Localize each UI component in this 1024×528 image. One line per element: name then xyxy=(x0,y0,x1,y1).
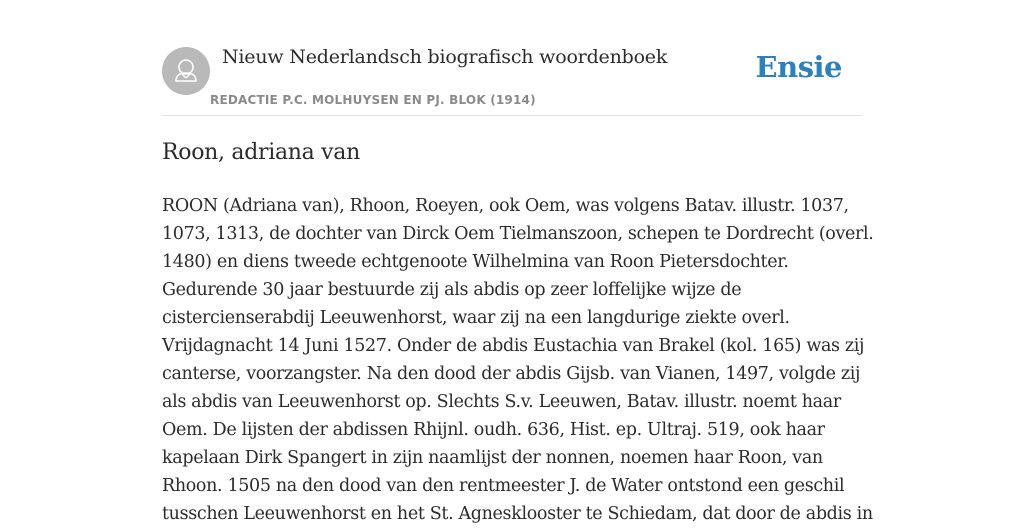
entry-text-line: 1480) en diens tweede echtgenoote Wilhelmina van Roon Pietersdochter. xyxy=(162,252,789,272)
entry-text-line: Rhoon. 1505 na den dood van den rentmeester J. de Water ontstond een geschil xyxy=(162,476,845,496)
entry-body xyxy=(162,192,874,528)
user-avatar-icon[interactable] xyxy=(162,47,210,95)
entry-text-line: als abdis van Leeuwenhorst op. Slechts S.v. Leeuwen, Batav. illustr. noemt haar xyxy=(162,392,841,412)
entry-text-line: tusschen Leeuwenhorst en het St. Agnesklooster te Schiedam, dat door de abdis in xyxy=(162,504,873,524)
entry-text-line: Vrijdagnacht 14 Juni 1527. Onder de abdis Eustachia van Brakel (kol. 165) was zij xyxy=(162,336,865,356)
entry-title: Roon, adriana van xyxy=(162,140,360,165)
source-editors: REDACTIE P.C. MOLHUYSEN EN PJ. BLOK (1914) xyxy=(210,93,536,107)
source-header xyxy=(162,0,862,116)
entry-text-line: Oem. De lijsten der abdissen Rhijnl. oudh. 636, Hist. ep. Ultraj. 519, ook haar xyxy=(162,420,825,440)
entry-text-line: cistercienserabdij Leeuwenhorst, waar zij na een langdurige ziekte overl. xyxy=(162,308,790,328)
entry-text-line: ROON (Adriana van), Rhoon, Roeyen, ook Oem, was volgens Batav. illustr. 1037, xyxy=(162,196,849,216)
entry-text-line: canterse, voorzangster. Na den dood der abdis Gijsb. van Vianen, 1497, volgde zij xyxy=(162,364,861,384)
ensie-logo[interactable]: Ensie xyxy=(755,50,842,84)
entry-text-line: Gedurende 30 jaar bestuurde zij als abdis op zeer loffelijke wijze de xyxy=(162,280,742,300)
entry-text-line: 1073, 1313, de dochter van Dirck Oem Tielmanszoon, schepen te Dordrecht (overl. xyxy=(162,224,874,244)
source-title[interactable]: Nieuw Nederlandsch biografisch woordenboek xyxy=(222,46,668,68)
entry-text-line: kapelaan Dirk Spangert in zijn naamlijst der nonnen, noemen haar Roon, van xyxy=(162,448,823,468)
